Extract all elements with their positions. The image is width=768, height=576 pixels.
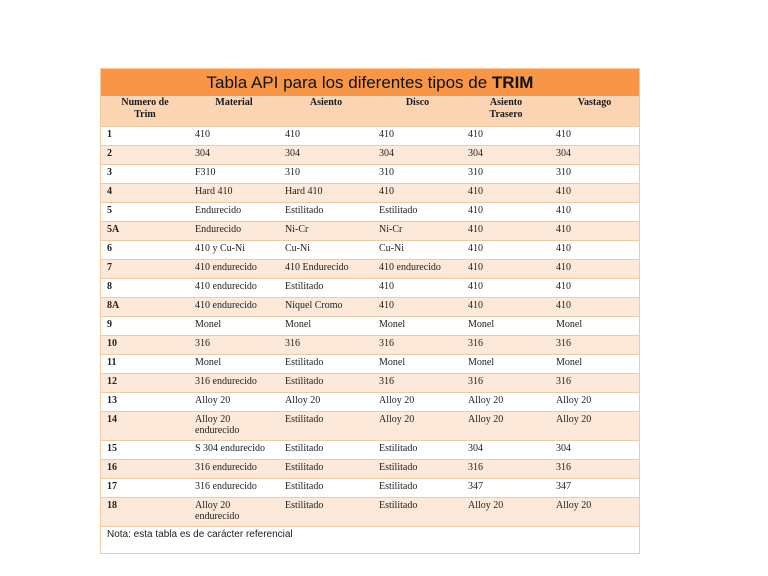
header-vastago: Vastago (550, 96, 639, 127)
cell-asiento: Estilitado (279, 460, 373, 479)
table-row (101, 222, 639, 241)
cell-disco: 310 (373, 165, 462, 184)
cell-asiento-trasero: Monel (462, 317, 550, 336)
cell-material: 410 y Cu-Ni (189, 241, 279, 260)
cell-trim-number: 13 (101, 393, 189, 412)
table-row (101, 203, 639, 222)
cell-trim-number: 5 (101, 203, 189, 222)
cell-asiento: 304 (279, 146, 373, 165)
cell-disco: 410 endurecido (373, 260, 462, 279)
table-note: Nota: esta tabla es de carácter referencial (101, 526, 639, 553)
cell-asiento: Ni-Cr (279, 222, 373, 241)
cell-trim-number: 7 (101, 260, 189, 279)
table-row (101, 374, 639, 393)
cell-vastago: 410 (550, 222, 639, 241)
cell-vastago: 410 (550, 241, 639, 260)
cell-material: S 304 endurecido (189, 441, 279, 460)
table-row (101, 298, 639, 317)
cell-vastago: 316 (550, 374, 639, 393)
cell-disco: Estilitado (373, 203, 462, 222)
cell-trim-number: 16 (101, 460, 189, 479)
table-row (101, 479, 639, 498)
cell-disco: Monel (373, 355, 462, 374)
table-row (101, 355, 639, 374)
table-row (101, 412, 639, 441)
cell-trim-number: 5A (101, 222, 189, 241)
cell-trim-number: 2 (101, 146, 189, 165)
table-row (101, 127, 639, 146)
cell-disco: 410 (373, 298, 462, 317)
table-row (101, 279, 639, 298)
cell-vastago: 410 (550, 298, 639, 317)
cell-asiento: Cu-Ni (279, 241, 373, 260)
table-header-row (101, 96, 639, 127)
cell-material: Monel (189, 317, 279, 336)
header-material: Material (189, 96, 279, 127)
cell-vastago: 316 (550, 336, 639, 355)
cell-disco: 410 (373, 127, 462, 146)
cell-asiento: Estilitado (279, 374, 373, 393)
cell-material: Hard 410 (189, 184, 279, 203)
cell-vastago: Alloy 20 (550, 412, 639, 441)
table-row (101, 460, 639, 479)
cell-vastago: 410 (550, 127, 639, 146)
cell-disco: Alloy 20 (373, 412, 462, 441)
cell-material: 316 endurecido (189, 460, 279, 479)
table-row (101, 393, 639, 412)
cell-asiento: Alloy 20 (279, 393, 373, 412)
cell-vastago: 410 (550, 184, 639, 203)
cell-asiento-trasero: 316 (462, 374, 550, 393)
cell-asiento-trasero: 410 (462, 184, 550, 203)
cell-material: 316 (189, 336, 279, 355)
table-row (101, 498, 639, 527)
cell-asiento-trasero: 410 (462, 298, 550, 317)
cell-trim-number: 8 (101, 279, 189, 298)
cell-material: Monel (189, 355, 279, 374)
cell-asiento: 316 (279, 336, 373, 355)
cell-trim-number: 17 (101, 479, 189, 498)
cell-asiento: 410 Endurecido (279, 260, 373, 279)
cell-material: Alloy 20 endurecido (189, 498, 279, 527)
cell-material: Alloy 20 endurecido (189, 412, 279, 441)
cell-disco: Estilitado (373, 498, 462, 527)
table-row (101, 441, 639, 460)
cell-disco: Cu-Ni (373, 241, 462, 260)
cell-vastago: Alloy 20 (550, 393, 639, 412)
cell-asiento-trasero: 410 (462, 127, 550, 146)
cell-vastago: 304 (550, 146, 639, 165)
cell-asiento-trasero: 410 (462, 203, 550, 222)
cell-asiento-trasero: 410 (462, 241, 550, 260)
cell-asiento-trasero: 347 (462, 479, 550, 498)
table-title-text: Tabla API para los diferentes tipos de (206, 73, 492, 92)
cell-disco: 316 (373, 336, 462, 355)
cell-asiento: 310 (279, 165, 373, 184)
trim-table (101, 96, 639, 526)
cell-material: 410 (189, 127, 279, 146)
cell-trim-number: 1 (101, 127, 189, 146)
cell-asiento-trasero: 316 (462, 460, 550, 479)
cell-material: 410 endurecido (189, 279, 279, 298)
cell-asiento-trasero: 410 (462, 260, 550, 279)
cell-asiento-trasero: 304 (462, 146, 550, 165)
cell-vastago: 410 (550, 260, 639, 279)
table-row (101, 336, 639, 355)
cell-trim-number: 11 (101, 355, 189, 374)
cell-disco: Monel (373, 317, 462, 336)
table-row (101, 184, 639, 203)
cell-vastago: 410 (550, 203, 639, 222)
cell-asiento-trasero: Alloy 20 (462, 498, 550, 527)
cell-vastago: 410 (550, 279, 639, 298)
cell-asiento: Estilitado (279, 412, 373, 441)
cell-material: 410 endurecido (189, 260, 279, 279)
cell-trim-number: 8A (101, 298, 189, 317)
table-body (101, 127, 639, 527)
cell-asiento: Hard 410 (279, 184, 373, 203)
cell-trim-number: 3 (101, 165, 189, 184)
cell-disco: Estilitado (373, 479, 462, 498)
cell-material: 304 (189, 146, 279, 165)
cell-disco: 410 (373, 184, 462, 203)
cell-material: F310 (189, 165, 279, 184)
cell-asiento-trasero: 316 (462, 336, 550, 355)
cell-asiento-trasero: Alloy 20 (462, 412, 550, 441)
cell-trim-number: 9 (101, 317, 189, 336)
cell-asiento-trasero: Monel (462, 355, 550, 374)
cell-disco: Estilitado (373, 460, 462, 479)
cell-material: 316 endurecido (189, 374, 279, 393)
cell-disco: 316 (373, 374, 462, 393)
cell-vastago: Alloy 20 (550, 498, 639, 527)
cell-trim-number: 14 (101, 412, 189, 441)
cell-disco: 304 (373, 146, 462, 165)
header-trim-number: Numero de Trim (101, 96, 189, 127)
cell-material: 316 endurecido (189, 479, 279, 498)
cell-asiento: Estilitado (279, 279, 373, 298)
cell-vastago: 310 (550, 165, 639, 184)
cell-disco: 410 (373, 279, 462, 298)
cell-asiento: Monel (279, 317, 373, 336)
cell-asiento-trasero: 410 (462, 279, 550, 298)
cell-vastago: Monel (550, 317, 639, 336)
header-asiento: Asiento (279, 96, 373, 127)
table-title (101, 69, 639, 96)
cell-trim-number: 4 (101, 184, 189, 203)
cell-trim-number: 6 (101, 241, 189, 260)
cell-asiento: Niquel Cromo (279, 298, 373, 317)
trim-table-document (100, 68, 640, 554)
cell-disco: Alloy 20 (373, 393, 462, 412)
cell-asiento-trasero: 310 (462, 165, 550, 184)
cell-material: 410 endurecido (189, 298, 279, 317)
cell-trim-number: 18 (101, 498, 189, 527)
cell-asiento: Estilitado (279, 498, 373, 527)
table-row (101, 317, 639, 336)
cell-asiento: Estilitado (279, 355, 373, 374)
cell-vastago: Monel (550, 355, 639, 374)
cell-trim-number: 10 (101, 336, 189, 355)
cell-disco: Ni-Cr (373, 222, 462, 241)
cell-asiento-trasero: Alloy 20 (462, 393, 550, 412)
cell-material: Endurecido (189, 203, 279, 222)
cell-trim-number: 15 (101, 441, 189, 460)
table-row (101, 260, 639, 279)
cell-asiento-trasero: 410 (462, 222, 550, 241)
cell-asiento-trasero: 304 (462, 441, 550, 460)
cell-trim-number: 12 (101, 374, 189, 393)
cell-vastago: 347 (550, 479, 639, 498)
cell-material: Alloy 20 (189, 393, 279, 412)
table-row (101, 165, 639, 184)
table-row (101, 241, 639, 260)
cell-asiento: 410 (279, 127, 373, 146)
cell-asiento: Estilitado (279, 203, 373, 222)
cell-vastago: 316 (550, 460, 639, 479)
cell-asiento: Estilitado (279, 479, 373, 498)
header-disco: Disco (373, 96, 462, 127)
cell-vastago: 304 (550, 441, 639, 460)
table-title-bold: TRIM (491, 73, 534, 92)
cell-disco: Estilitado (373, 441, 462, 460)
table-row (101, 146, 639, 165)
header-asiento-trasero: Asiento Trasero (462, 96, 550, 127)
cell-material: Endurecido (189, 222, 279, 241)
cell-asiento: Estilitado (279, 441, 373, 460)
